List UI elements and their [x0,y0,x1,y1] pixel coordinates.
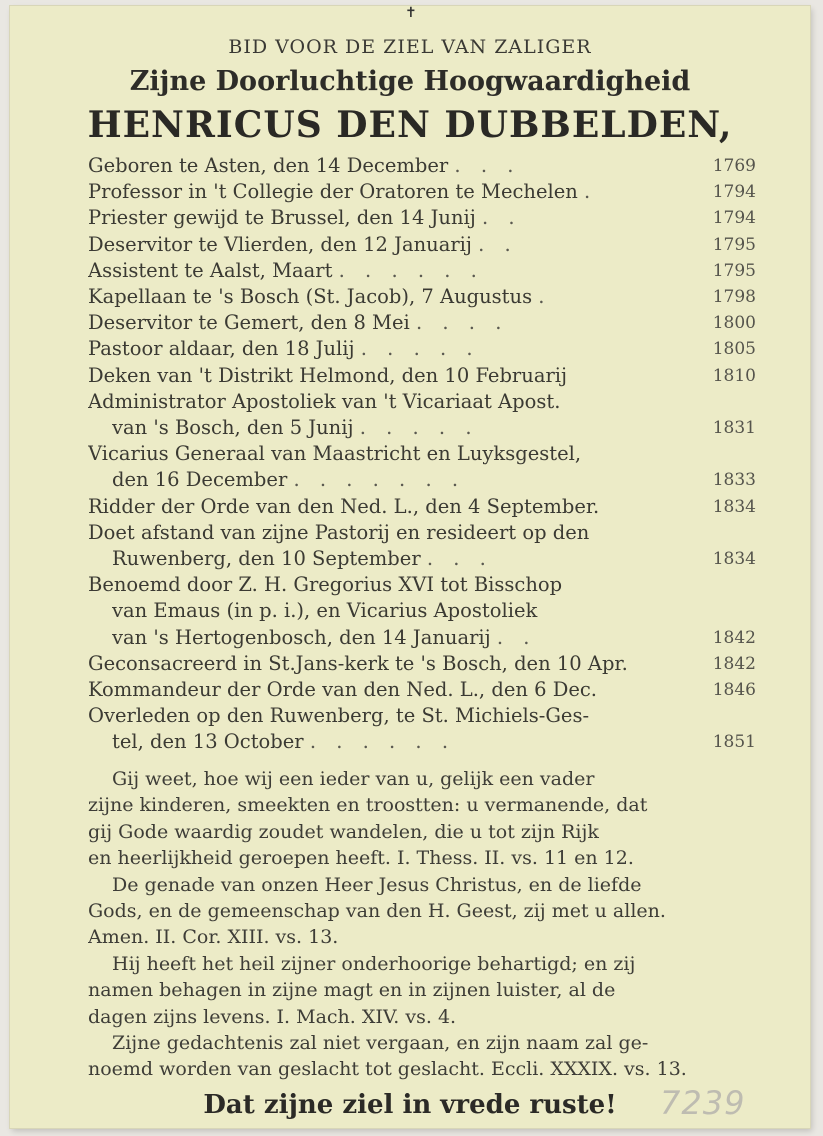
career-entry-text: Kapellaan te 's Bosch (St. Jacob), 7 Augustus [88,285,533,308]
career-entry-year: 1810 [712,365,756,386]
career-entry [88,336,756,362]
career-entry-year: 1798 [712,287,756,307]
career-entry-text: Deken van 't Distrikt Helmond, den 10 Februarij [88,363,568,387]
career-entry-year: 1834 [712,496,756,517]
career-entry-text: Kommandeur der Orde van den Ned. L., den 6 Dec. [88,678,598,701]
scripture-line: noemd worden van geslacht tot geslacht. Eccli. XXXIX. vs. 13. [88,1058,687,1081]
career-entry-year: 1846 [712,680,756,700]
handwritten-inventory-number: 7239 [660,1084,746,1122]
career-entry-leader: . . . . . . . [293,468,466,492]
career-entry-leader: . . [478,232,518,256]
header-title-line: Zijne Doorluchtige Hoogwaardigheid [129,66,691,97]
career-entry-year: 1831 [712,418,756,438]
career-entry-text: Pastoor aldaar, den 18 Julij [88,337,355,361]
scripture-line: namen behagen in zijne magt en in zijnen luister, al de [88,979,616,1002]
scripture-line: De genade van onzen Heer Jesus Christus, en de liefde [112,873,642,896]
career-entry [88,677,756,703]
career-entry [112,415,756,441]
career-entry-leader: . . . . [416,311,509,335]
career-entry [88,310,756,336]
career-entry-leader: . [538,285,552,308]
career-entry-year: 1769 [712,156,756,176]
scripture-line: gij Gode waardig zoudet wandelen, die u tot zijn Rijk [88,820,599,843]
closing-line: Dat zijne ziel in vrede ruste! [203,1090,617,1120]
career-entry-year: 1800 [712,313,756,334]
career-entry [88,232,756,258]
career-entry-year: 1795 [712,260,756,281]
prayer-card [10,6,810,1128]
career-entry-text: Ruwenberg, den 10 September [112,547,421,570]
header-prayer-line: BID VOOR DE ZIEL VAN ZALIGER [228,36,592,58]
career-entry [88,258,756,284]
career-entry-year: 1805 [712,339,756,360]
career-entry-leader: . . [482,206,522,230]
cross-ornament-icon: ✝ [405,5,417,21]
career-entry-text: van 's Bosch, den 5 Junij [112,416,354,439]
career-entry-year: 1795 [712,234,756,255]
career-entry [88,389,756,415]
career-entry-leader: . . . [426,547,493,570]
career-entry [112,625,756,651]
career-entry-leader: . . . [454,154,521,177]
career-entry-year: 1794 [712,182,756,203]
career-entry [88,651,756,677]
career-entry-year: 1851 [712,732,756,753]
scripture-line: zijne kinderen, smeekten en troostten: u vermanende, dat [88,794,648,817]
career-entry-text: den 16 December [112,468,288,492]
career-entry [112,546,756,572]
career-entry [112,729,756,755]
career-entry-year: 1833 [712,470,756,491]
career-entry-leader: . . . . . [359,416,479,439]
career-entry [88,494,756,520]
scripture-line: dagen zijns levens. I. Mach. XIV. vs. 4. [88,1005,457,1028]
career-entry [88,441,756,467]
scripture-line: Zijne gedachtenis zal niet vergaan, en zijn naam zal ge- [112,1032,649,1054]
career-entry-text: Ridder der Orde van den Ned. L., den 4 September. [88,494,600,518]
scripture-line: Gij weet, hoe wij een ieder van u, gelijk een vader [112,768,595,790]
career-entry-text: Priester gewijd te Brussel, den 14 Junij [88,206,476,230]
career-entry [88,572,756,598]
career-entry-leader: . [584,180,598,204]
career-entry-leader: . . . . . . [309,730,456,754]
career-entry [112,467,756,493]
career-entry-text: Benoemd door Z. H. Gregorius XVI tot Bisschop [88,573,563,597]
career-entry-year: 1842 [712,627,756,648]
career-entry-year: 1842 [712,653,756,674]
career-entry [88,179,756,205]
career-entry [88,703,756,729]
career-entry-text: Geconsacreerd in St.Jans-kerk te 's Bosch, den 10 Apr. [88,651,628,675]
career-entry-text: Overleden op den Ruwenberg, te St. Michiels-Ges- [88,704,590,728]
career-entry-text: Geboren te Asten, den 14 December [88,154,449,177]
career-entry-text: Deservitor te Vlierden, den 12 Januarij [88,232,472,256]
career-entry [88,153,756,179]
career-entry [88,363,756,389]
career-entry [88,205,756,231]
career-entry-text: Administrator Apostoliek van 't Vicariaat Apost. [88,389,561,413]
career-entry [88,284,756,310]
career-entry-leader: . . . . . [360,337,480,361]
career-entry-text: Doet afstand van zijne Pastorij en resideert op den [88,520,590,544]
career-entry-text: Deservitor te Gemert, den 8 Mei [88,311,410,335]
career-entry-text: van Emaus (in p. i.), en Vicarius Apostoliek [112,599,538,623]
career-entry [88,520,756,546]
career-entry-text: van 's Hertogenbosch, den 14 Januarij [112,625,491,649]
career-entry-year: 1834 [712,549,756,569]
career-entry-text: Vicarius Generaal van Maastricht en Luyksgestel, [88,442,582,466]
scripture-line: en heerlijkheid geroepen heeft. I. Thess. II. vs. 11 en 12. [88,847,634,870]
career-entry [112,598,756,624]
scripture-line: Gods, en de gemeenschap van den H. Geest, zij met u allen. [88,900,666,922]
career-entry-text: Assistent te Aalst, Maart [88,258,333,282]
scripture-line: Amen. II. Cor. XIII. vs. 13. [88,926,339,949]
scripture-line: Hij heeft het heil zijner onderhoorige behartigd; en zij [112,952,636,975]
career-entry-leader: . . . . . . [338,258,484,282]
career-entry-text: Professor in 't Collegie der Oratoren te Mechelen [88,180,578,204]
career-entry-text: tel, den 13 October [112,730,304,754]
header-name-line: HENRICUS DEN DUBBELDEN, [87,104,733,146]
career-entry-year: 1794 [712,208,756,229]
career-entry-leader: . . [496,625,537,649]
